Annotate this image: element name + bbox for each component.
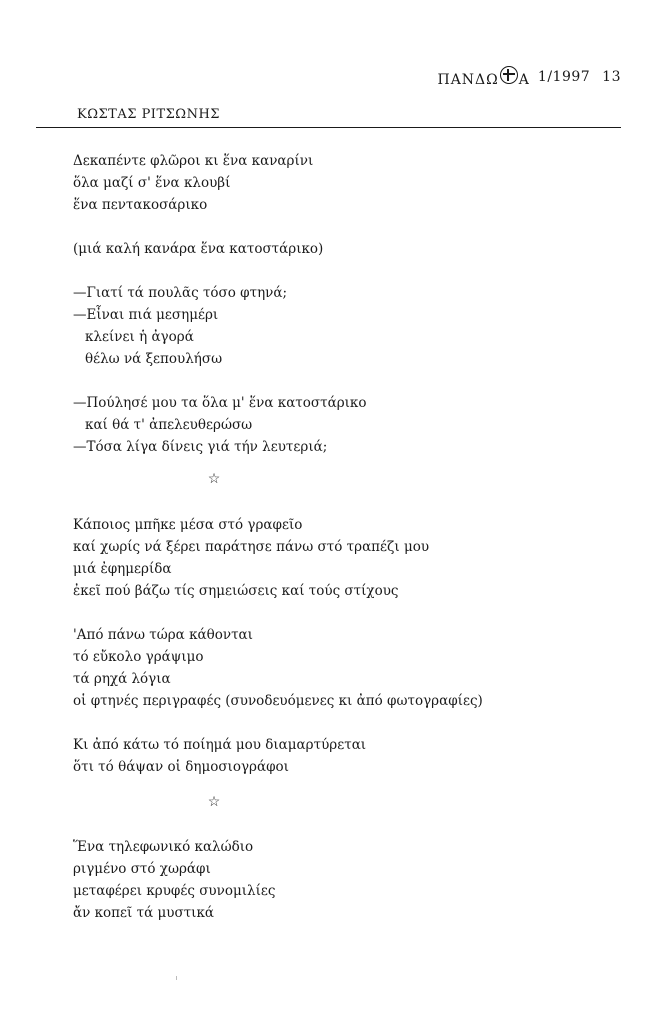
poem-line: Κάποιος μπῆκε μέσα στό γραφεῖο bbox=[73, 517, 303, 533]
page-number: 13 bbox=[602, 69, 621, 85]
poem-line: οἱ φτηνές περιγραφές (συνοδευόμενες κι ἀπό φωτογραφίες) bbox=[73, 693, 483, 709]
poem-line: θέλω νά ξεπουλήσω bbox=[85, 351, 223, 367]
poem-section-1 bbox=[73, 150, 367, 458]
poem-line: τά ρηχά λόγια bbox=[73, 671, 171, 687]
poem-line: τό εὔκολο γράψιμο bbox=[73, 649, 204, 665]
poem-line: καί χωρίς νά ξέρει παράτησε πάνω στό τραπέζι μου bbox=[73, 539, 430, 555]
poem-line: μιά ἐφημερίδα bbox=[73, 561, 172, 577]
poem-line: καί θά τ' ἀπελευθερώσω bbox=[85, 417, 253, 433]
poem-line: ὅτι τό θάψαν οἱ δημοσιογράφοι bbox=[73, 759, 289, 775]
poem-line: κλείνει ἡ ἀγορά bbox=[85, 329, 194, 345]
poem-line: Δεκαπέντε φλῶροι κι ἕνα καναρίνι bbox=[73, 153, 314, 169]
poem-line: ὅλα μαζί σ' ἕνα κλουβί bbox=[73, 175, 231, 191]
poem-line: ἕνα πεντακοσάρικο bbox=[73, 197, 208, 213]
poem-line: Ἕνα τηλεφωνικό καλώδιο bbox=[73, 839, 254, 855]
star-separator-1: ☆ bbox=[207, 471, 221, 487]
poem-line: Κι ἀπό κάτω τό ποίημά μου διαμαρτύρεται bbox=[73, 737, 367, 753]
poem-line: ἄν κοπεῖ τά μυστικά bbox=[73, 905, 215, 921]
issue-number: 1/1997 bbox=[537, 69, 591, 85]
running-head bbox=[437, 66, 621, 88]
journal-name-prefix: ΠΑΝΔΩ bbox=[437, 72, 499, 88]
poem-line: (μιά καλή κανάρα ἕνα κατοστάρικο) bbox=[73, 241, 324, 257]
poem-line: —Εἶναι πιά μεσημέρι bbox=[73, 307, 219, 323]
journal-logo-icon bbox=[500, 66, 518, 84]
poem-line: —Τόσα λίγα δίνεις γιά τήν λευτεριά; bbox=[73, 439, 328, 455]
author-name: ΚΩΣΤΑΣ ΡΙΤΣΩΝΗΣ bbox=[77, 107, 220, 122]
poem-line: μεταφέρει κρυφές συνομιλίες bbox=[73, 883, 276, 899]
poem-line: 'Από πάνω τώρα κάθονται bbox=[73, 627, 253, 643]
scan-speck bbox=[176, 976, 177, 980]
header-rule bbox=[36, 127, 621, 128]
poem-section-2 bbox=[73, 514, 483, 778]
poem-line: —Πούλησέ μου τα ὅλα μ' ἕνα κατοστάρικο bbox=[73, 395, 367, 411]
poem-section-3 bbox=[73, 836, 275, 924]
poem-line: ριγμένο στό χωράφι bbox=[73, 861, 211, 877]
poem-line: —Γιατί τά πουλᾶς τόσο φτηνά; bbox=[73, 285, 288, 301]
journal-name-suffix: Α bbox=[518, 72, 530, 88]
journal-name bbox=[437, 66, 529, 88]
poem-line: ἐκεῖ πού βάζω τίς σημειώσεις καί τούς στίχους bbox=[73, 583, 399, 599]
star-separator-2: ☆ bbox=[207, 794, 221, 810]
